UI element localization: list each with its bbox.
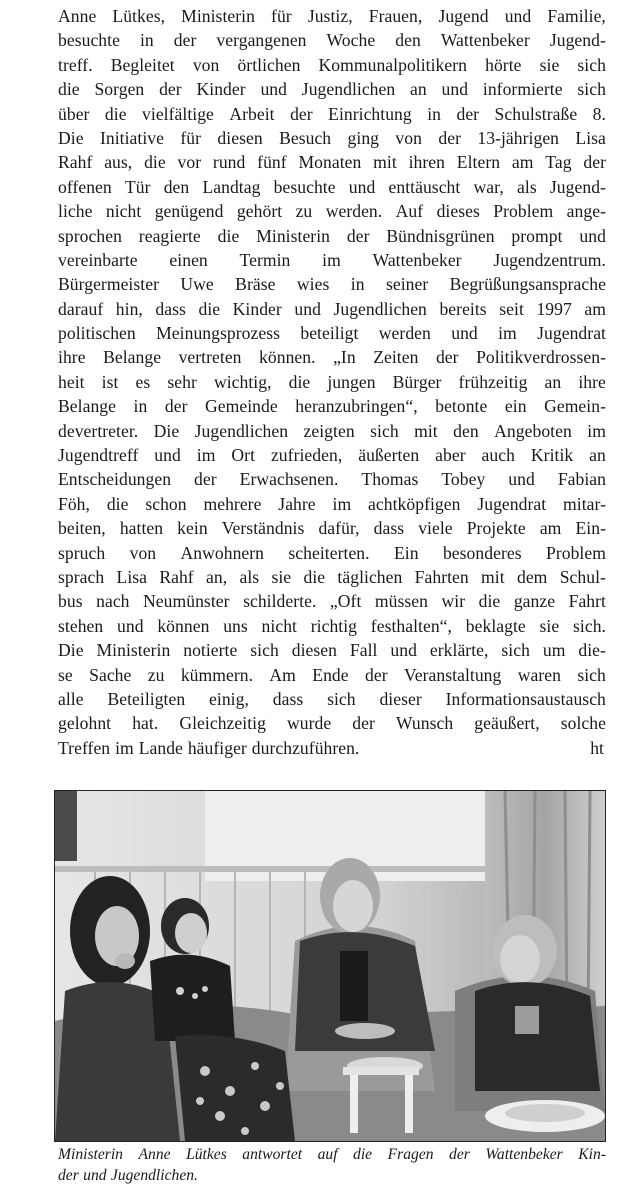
article-line: bus nach Neumünster schilderte. „Oft müssen wir die ganze Fahrt (58, 591, 606, 612)
article-line: sprach Lisa Rahf an, als sie die täglichen Fahrten mit dem Schul- (58, 566, 606, 587)
news-photo (54, 790, 606, 1142)
article-line: Föh, die schon mehrere Jahre im achtköpfigen Jugendrat mitar- (58, 493, 606, 514)
photo-illustration (55, 791, 605, 1141)
article-line: besuchte in der vergangenen Woche den Wattenbeker Jugend- (58, 30, 606, 51)
article-line: Die Ministerin notierte sich diesen Fall und erklärte, sich um die- (58, 640, 606, 661)
article-line: über die vielfältige Arbeit der Einrichtung in der Schulstraße 8. (58, 103, 606, 124)
caption-line: der und Jugendlichen. (58, 1167, 198, 1184)
article-line: politischen Meinungsprozess beteiligt werden und im Jugendrat (58, 323, 606, 344)
caption-line: Ministerin Anne Lütkes antwortet auf die Fragen der Wattenbeker Kin- (58, 1146, 606, 1163)
article-line: Belange in der Gemeinde heranzubringen“, betonte ein Gemein- (58, 396, 606, 417)
article-line: stehen und können uns nicht richtig festhalten“, beklagte sie sich. (58, 615, 606, 636)
article-line: liche nicht genügend gehört zu werden. Auf dieses Problem ange- (58, 201, 606, 222)
article-line: offenen Tür den Landtag besuchte und enttäuscht war, als Jugend- (58, 176, 606, 197)
article-line: Entscheidungen der Erwachsenen. Thomas Tobey und Fabian (58, 469, 606, 490)
article-line: Bürgermeister Uwe Bräse wies in seiner Begrüßungsansprache (58, 274, 606, 295)
article-line: devertreter. Die Jugendlichen zeigten sich mit den Angeboten im (58, 420, 606, 441)
article-line: spruch von Anwohnern scheiterten. Ein besonderes Problem (58, 542, 606, 563)
article-line: beiten, hatten kein Verständnis dafür, dass viele Projekte am Ein- (58, 518, 606, 539)
photo-caption (58, 1144, 606, 1186)
article-line: treff. Begleitet von örtlichen Kommunalpolitikern hörte sie sich (58, 54, 606, 75)
article-line: vereinbarte einen Termin im Wattenbeker Jugendzentrum. (58, 249, 606, 270)
article-line: alle Beteiligten einig, dass sich dieser Informationsaustausch (58, 688, 606, 709)
article-line: ihre Belange vertreten können. „In Zeiten der Politikverdrossen- (58, 347, 606, 368)
article-line: Die Initiative für diesen Besuch ging von der 13-jährigen Lisa (58, 127, 606, 148)
author-signature: ht (590, 737, 604, 758)
article-line: Treffen im Lande häufiger durchzuführen. ht (58, 736, 606, 760)
article-line: Jugendtreff und im Ort zufrieden, äußerten aber auch Kritik an (58, 445, 606, 466)
article-line: heit ist es sehr wichtig, die jungen Bürger frühzeitig an ihre (58, 371, 606, 392)
article-line: darauf hin, dass die Kinder und Jugendlichen bereits seit 1997 am (58, 298, 606, 319)
article-body (58, 4, 606, 760)
article-line: se Sache zu kümmern. Am Ende der Veranstaltung waren sich (58, 664, 606, 685)
article-line: gelohnt hat. Gleichzeitig wurde der Wunsch geäußert, solche (58, 713, 606, 734)
article-line: die Sorgen der Kinder und Jugendlichen an und informierte sich (58, 79, 606, 100)
article-line: Rahf aus, die vor rund fünf Monaten mit ihren Eltern am Tag der (58, 152, 606, 173)
article-line: sprochen reagierte die Ministerin der Bündnisgrünen prompt und (58, 225, 606, 246)
article-line: Anne Lütkes, Ministerin für Justiz, Frauen, Jugend und Familie, (58, 6, 606, 26)
